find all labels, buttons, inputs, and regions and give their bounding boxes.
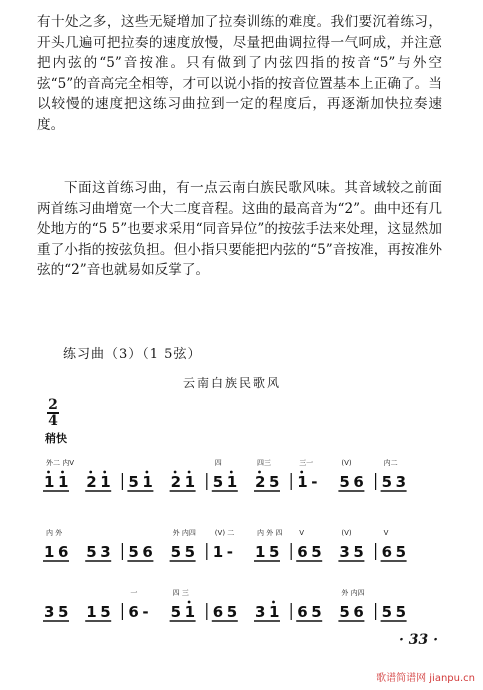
note-3: 3 [255,603,266,621]
note-1: 1 [44,543,55,561]
time-signature-top: 2 [48,397,58,413]
note-dash: - [226,543,234,561]
note-6: 6 [353,473,364,491]
note-1: 1 [58,473,69,491]
fingering-mark: (V) [341,459,352,467]
note-5: 5 [170,603,182,621]
note-6: 6 [212,603,224,621]
note-1: 1 [142,473,153,491]
paragraph-2: 下面这首练习曲，有一点云南白族民歌风味。其音域较之前面两首练习曲增宽一个大二度音程。这曲的最高音为“2̇”。曲中还有几处地方的“5 5”也要求采用“同音异位”的按弦手法来处理，这显然加重了小指的按弦负担。但小指只要能把内弦的“5”音按准，再按准外弦的“2̇”音也就易如反掌了。 [37,180,442,278]
note-6: 6 [297,543,308,561]
note-3: 3 [44,603,55,621]
note-1: 1 [226,473,238,491]
note-5: 5 [311,603,322,621]
note-5: 5 [311,543,322,561]
high-octave-dot [258,471,261,474]
fingering-mark: 四三 [257,459,271,467]
fingering-mark: 内 外 [46,529,63,537]
note-2: 2 [86,473,97,491]
fingering-mark: 四 [214,459,222,467]
note-2: 2 [170,473,182,491]
high-octave-dot [272,601,275,604]
note-5: 5 [395,543,407,561]
fingering-mark: 外 内四 [172,529,196,537]
note-2: 2 [255,473,266,491]
note-5: 5 [128,473,139,491]
note-3: 3 [395,473,407,491]
note-1: 1 [212,543,224,561]
fingering-mark: 三一 [299,459,314,467]
high-octave-dot [61,471,64,474]
note-5: 5 [226,603,238,621]
watermark: 歌谱简谱网 jianpu.cn [376,673,475,684]
note-5: 5 [381,473,393,491]
fingering-mark: V [299,529,304,537]
high-octave-dot [47,471,50,474]
high-octave-dot [188,601,191,604]
note-5: 5 [170,543,182,561]
note-1: 1 [86,603,97,621]
fingering-mark: 四 三 [172,589,189,597]
note-6: 6 [353,603,364,621]
note-5: 5 [86,543,97,561]
note-1: 1 [100,473,111,491]
note-1: 1 [184,603,196,621]
exercise-title: 练习曲（3）（1 5弦） [63,347,202,362]
note-3: 3 [339,543,350,561]
note-1: 1 [44,473,55,491]
high-octave-dot [300,471,303,474]
note-5: 5 [128,543,139,561]
note-5: 5 [100,603,111,621]
note-dash: - [311,473,318,491]
note-1: 1 [255,543,266,561]
high-octave-dot [146,471,149,474]
fingering-mark: 内二 [383,459,398,467]
note-5: 5 [184,543,196,561]
note-5: 5 [269,473,280,491]
note-5: 5 [381,603,393,621]
note-6: 6 [297,603,308,621]
exercise-subtitle: 云南白族民歌风 [183,376,282,390]
fingering-mark: (V) [341,529,352,537]
fingering-mark: V [383,529,389,537]
note-6: 6 [128,603,139,621]
paragraph-1: 有十处之多，这些无疑增加了拉奏训练的难度。我们要沉着练习，开头几遍可把拉奏的速度放慢，尽量把曲调拉得一气呵成，并注意把内弦的“5”音按准。只有做到了内弦四指的按音“5”与外空弦“5”的音高完全相等，才可以说小指的按音位置基本上正确了。当以较慢的速度把这练习曲拉到一定的程度后，再逐渐加快拉奏速度。 [37,14,442,133]
note-1: 1 [297,473,308,491]
fingering-mark: 外 内四 [341,589,365,597]
tempo-marking: 稍快 [45,432,67,445]
fingering-mark: 外二 内V [46,459,75,467]
note-5: 5 [353,543,364,561]
high-octave-dot [89,471,92,474]
note-6: 6 [142,543,153,561]
fingering-mark: 内 外 四 [257,529,283,537]
high-octave-dot [188,471,191,474]
note-5: 5 [339,473,350,491]
note-5: 5 [339,603,350,621]
note-5: 5 [58,603,69,621]
page-number: · 33 · [399,632,438,648]
note-6: 6 [58,543,69,561]
note-dash: - [142,603,149,621]
high-octave-dot [174,471,177,474]
note-6: 6 [381,543,393,561]
fingering-mark: (V) 二 [214,529,235,537]
high-octave-dot [103,471,106,474]
note-3: 3 [100,543,111,561]
high-octave-dot [230,471,233,474]
time-signature-bottom: 4 [48,412,58,429]
note-1: 1 [184,473,196,491]
note-5: 5 [395,603,407,621]
note-5: 5 [212,473,224,491]
note-5: 5 [269,543,280,561]
note-1: 1 [269,603,280,621]
fingering-mark: 一 [130,589,138,597]
